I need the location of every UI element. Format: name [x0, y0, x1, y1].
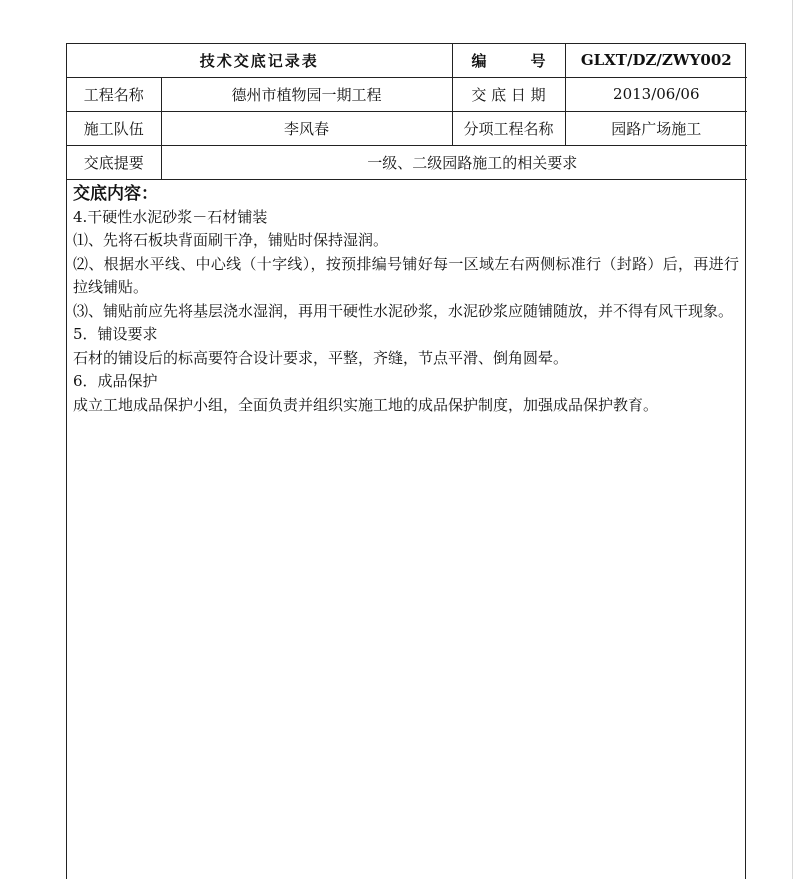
briefing-date-label: 交 底 日 期	[452, 77, 565, 111]
content-line: 6．成品保护	[73, 372, 158, 390]
sub-project-label: 分项工程名称	[452, 111, 565, 145]
form-title: 技术交底记录表	[67, 44, 452, 77]
content-line: ⑵、根据水平线、中心线（十字线），按预排编号铺好每一区域左右两侧标准行（封路）后，再进行拉线铺贴。	[73, 254, 739, 296]
briefing-content	[67, 180, 745, 418]
construction-team-value: 李风春	[161, 111, 452, 145]
summary-label: 交底提要	[67, 145, 161, 179]
content-line: 5．铺设要求	[73, 325, 158, 343]
content-line: 石材的铺设后的标高要符合设计要求，平整，齐缝，节点平滑、倒角圆晕。	[73, 348, 569, 367]
code-label: 编 号	[452, 44, 565, 77]
project-name-value: 德州市植物园一期工程	[161, 77, 452, 111]
construction-team-label: 施工队伍	[67, 111, 161, 145]
content-heading: 交底内容：	[73, 183, 158, 204]
technical-briefing-form	[66, 43, 746, 879]
briefing-date-value: 2013/06/06	[565, 77, 747, 111]
form-header-table	[67, 44, 747, 180]
content-line: 4.干硬性水泥砂浆－石材铺装	[73, 207, 268, 226]
summary-value: 一级、二级园路施工的相关要求	[161, 145, 747, 179]
content-line: 成立工地成品保护小组，全面负责并组织实施工地的成品保护制度，加强成品保护教育。	[73, 395, 659, 414]
code-value: GLXT/DZ/ZWY002	[565, 44, 747, 77]
sub-project-value: 园路广场施工	[565, 111, 747, 145]
content-line: ⑶、铺贴前应先将基层浇水湿润，再用干硬性水泥砂浆，水泥砂浆应随铺随放，并不得有风干现象。	[73, 301, 734, 320]
project-name-label: 工程名称	[67, 77, 161, 111]
content-line: ⑴、先将石板块背面刷干净，铺贴时保持湿润。	[73, 231, 389, 249]
